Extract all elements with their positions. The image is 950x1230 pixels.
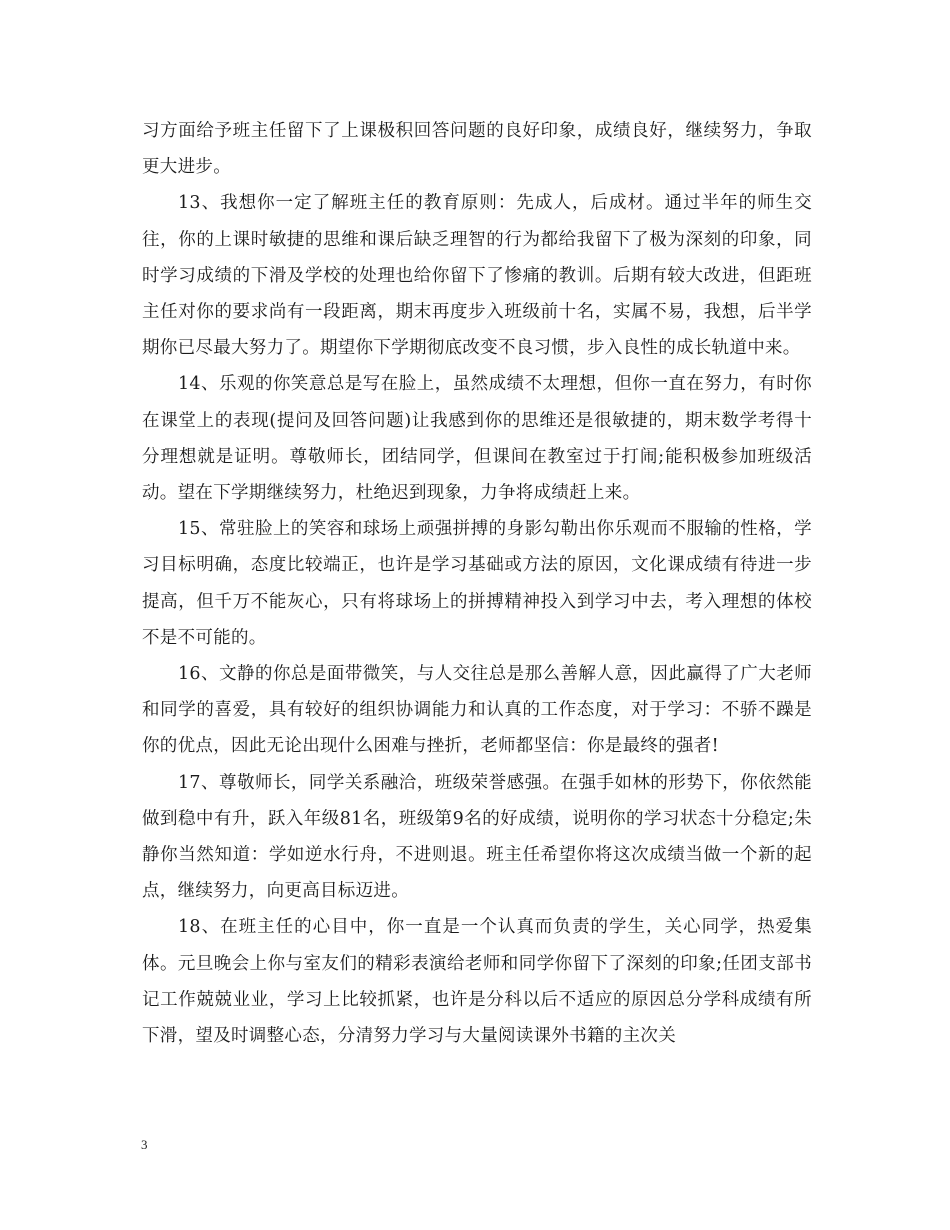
paragraph-comment-13: 13、我想你一定了解班主任的教育原则：先成人，后成材。通过半年的师生交往，你的上课时敏捷的思维和课后缺乏理智的行为都给我留下了极为深刻的印象，同时学习成绩的下滑及学校的处理也给你留下了惨痛的教训。后期有较大改进，但距班主任对你的要求尚有一段距离，期末再度步入班级前十名，实属不易，我想，后半学期你已尽最大努力了。期望你下学期彻底改变不良习惯，步入良性的成长轨道中来。 — [142, 193, 812, 359]
page-number: 3 — [141, 1137, 148, 1152]
paragraph-comment-18: 18、在班主任的心目中，你一直是一个认真而负责的学生，关心同学，热爱集体。元旦晚会上你与室友们的精彩表演给老师和同学你留下了深刻的印象;任团支部书记工作兢兢业业，学习上比较抓紧，也许是分科以后不适应的原因总分学科成绩有所下滑，望及时调整心态，分清努力学习与大量阅读课外书籍的主次关 — [142, 917, 812, 1047]
paragraph-comment-17: 17、尊敬师长，同学关系融洽，班级荣誉感强。在强手如林的形势下，你依然能做到稳中有升，跃入年级81名，班级第9名的好成绩，说明你的学习状态十分稳定;朱静你当然知道：学如逆水行舟，不进则退。班主任希望你将这次成绩当做一个新的起点，继续努力，向更高目标迈进。 — [142, 772, 812, 902]
document-body — [142, 113, 812, 1054]
paragraph-continuation: 习方面给予班主任留下了上课极积回答问题的良好印象，成绩良好，继续努力，争取更大进步。 — [142, 121, 812, 178]
paragraph-comment-16: 16、文静的你总是面带微笑，与人交往总是那么善解人意，因此赢得了广大老师和同学的喜爱，具有较好的组织协调能力和认真的工作态度，对于学习：不骄不躁是你的优点，因此无论出现什么困难与挫折，老师都坚信：你是最终的强者! — [142, 664, 812, 757]
paragraph-comment-15: 15、常驻脸上的笑容和球场上顽强拼搏的身影勾勒出你乐观而不服输的性格，学习目标明确，态度比较端正，也许是学习基础或方法的原因，文化课成绩有待进一步提高，但千万不能灰心，只有将球场上的拼搏精神投入到学习中去，考入理想的体校不是不可能的。 — [142, 519, 812, 648]
paragraph-comment-14: 14、乐观的你笑意总是写在脸上，虽然成绩不太理想，但你一直在努力，有时你在课堂上的表现(提问及回答问题)让我感到你的思维还是很敏捷的，期末数学考得十分理想就是证明。尊敬师长，团结同学，但课间在教室过于打闹;能积极参加班级活动。望在下学期继续努力，杜绝迟到现象，力争将成绩赶上来。 — [142, 374, 812, 504]
